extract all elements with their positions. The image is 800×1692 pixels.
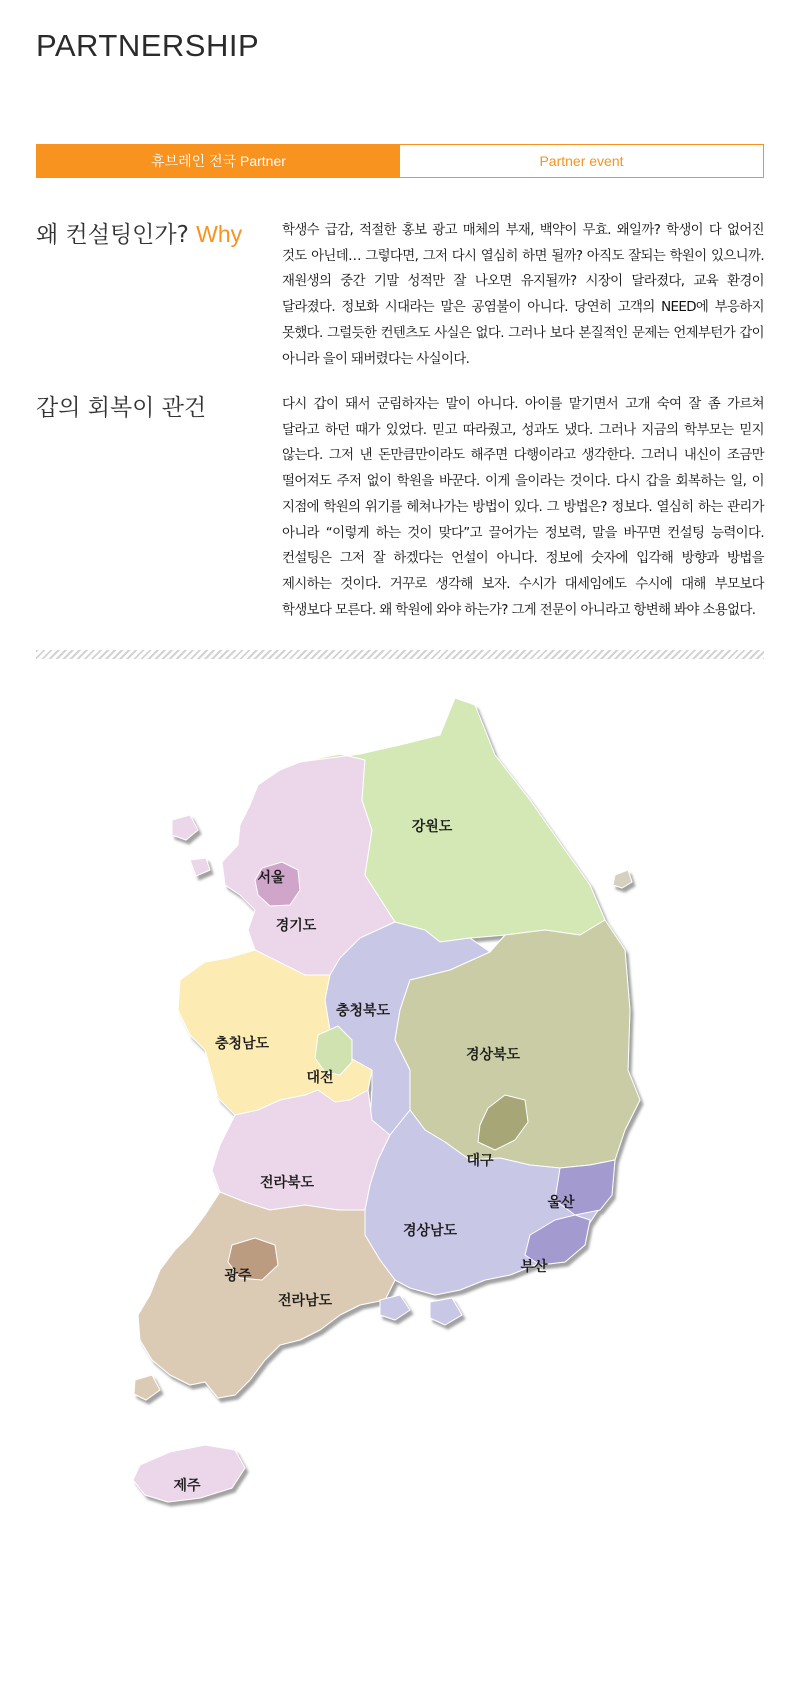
tab-partner-event[interactable]: Partner event	[400, 145, 763, 177]
why-section	[36, 218, 764, 368]
page-title: PARTNERSHIP	[36, 28, 260, 63]
label-jeonnam: 전라남도	[277, 1293, 333, 1309]
label-daejeon: 대전	[306, 1070, 334, 1086]
region-jeonnam[interactable]	[138, 1192, 395, 1398]
label-busan: 부산	[520, 1259, 548, 1275]
recovery-heading-text: 갑의 회복이 관건	[36, 395, 207, 421]
label-gyeongnam: 경상남도	[402, 1223, 458, 1239]
why-heading-accent: Why	[196, 221, 243, 247]
label-chungnam: 충청남도	[214, 1036, 270, 1052]
label-seoul: 서울	[257, 870, 285, 886]
recovery-section	[36, 392, 764, 637]
label-chungbuk: 충청북도	[335, 1003, 391, 1019]
island-west-1	[172, 815, 198, 840]
island-south-2	[430, 1298, 462, 1325]
partner-tabs	[36, 144, 764, 178]
island-south-3	[134, 1375, 160, 1400]
island-south-1	[380, 1295, 410, 1320]
island-west-2	[190, 858, 210, 876]
label-jeju: 제주	[173, 1478, 201, 1494]
label-jeonbuk: 전라북도	[259, 1175, 315, 1191]
recovery-heading	[36, 392, 276, 424]
label-gwangju: 광주	[224, 1268, 252, 1284]
why-heading	[36, 218, 276, 251]
label-ulsan: 울산	[547, 1195, 575, 1211]
label-gangwon: 강원도	[411, 819, 453, 835]
korea-map	[0, 690, 800, 1610]
why-heading-text: 왜 컨설팅인가?	[36, 222, 189, 248]
label-daegu: 대구	[466, 1153, 494, 1169]
island-ulleung	[613, 870, 632, 888]
tab-partner[interactable]: 휴브레인 전국 Partner	[37, 145, 400, 177]
label-gyeongbuk: 경상북도	[465, 1047, 521, 1063]
label-gyeonggi: 경기도	[275, 918, 317, 934]
section-divider	[36, 650, 764, 659]
why-body: 학생수 급감, 적절한 홍보 광고 매체의 부재, 백약이 무효. 왜일까? 학생이 다 없어진 것도 아닌데… 그렇다면, 그저 다시 열심히 하면 될까? 아직도 잘되는 학원이 있으니까. 재원생의 중간 기말 성적만 잘 나오면 유지될까? 시장이 달라졌다, 교육 환경이 달라졌다. 정보화 시대라는 말은 공염불이 아니다. 당연히 고객의 NEED에 부응하지 못했다. 그럴듯한 컨텐츠도 사실은 없다. 그러나 보다 본질적인 문제는 언제부턴가 갑이 아니라 을이 돼버렸다는 사실이다.	[282, 223, 764, 367]
recovery-body: 다시 갑이 돼서 군림하자는 말이 아니다. 아이를 맡기면서 고개 숙여 잘 좀 가르쳐 달라고 하던 때가 있었다. 믿고 따라줬고, 성과도 냈다. 그러나 지금의 학부모는 믿지 않는다. 그저 낸 돈만큼만이라도 해주면 다행이라고 생각한다. 그러니 내신이 조금만 떨어져도 주저 없이 학원을 바꾼다. 이게 을이라는 것이다. 다시 갑을 회복하는 일, 이 지점에 학원의 위기를 헤쳐나가는 방법이 있다. 그 방법은? 정보다. 열심히 하는 관리가 아니라 “이렇게 하는 것이 맞다”고 끌어가는 정보력, 말을 바꾸면 컨설팅 능력이다. 컨설팅은 그저 잘 하겠다는 언설이 아니다. 정보에 숫자에 입각해 방향과 방법을 제시하는 것이다. 거꾸로 생각해 보자. 수시가 대세임에도 수시에 대해 부모보다 학생보다 모른다. 왜 학원에 와야 하는가? 그게 전문이 아니라고 항변해 봐야 소용없다.	[282, 397, 764, 618]
